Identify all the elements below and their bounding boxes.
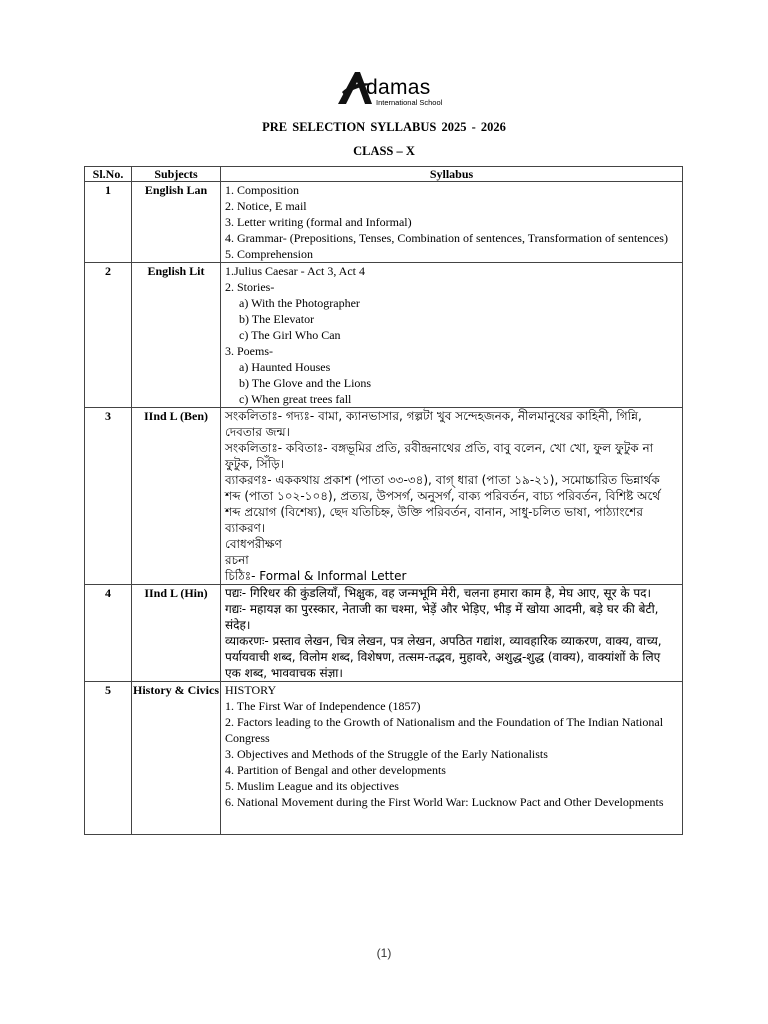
row-subject: English Lit xyxy=(132,263,221,408)
syllabus-line: 2. Factors leading to the Growth of Nationalism and the Foundation of The Indian National Congress xyxy=(225,715,664,745)
logo-wordmark: damas xyxy=(366,76,431,99)
page-title: PRE SELECTION SYLLABUS 2025 - 2026 xyxy=(262,120,506,134)
syllabus-line: 3. Letter writing (formal and Informal) xyxy=(225,215,412,229)
syllabus-line: b) The Glove and the Lions xyxy=(239,376,372,390)
row-serial: 5 xyxy=(85,682,132,835)
syllabus-line: 4. Grammar- (Prepositions, Tenses, Combination of sentences, Transformation of sentences) xyxy=(225,231,668,245)
column-header-subjects: Subjects xyxy=(132,167,221,182)
row-serial: 4 xyxy=(85,585,132,682)
syllabus-line: 3. Poems- xyxy=(225,344,273,358)
table-row xyxy=(85,182,683,263)
syllabus-line: c) When great trees fall xyxy=(239,392,352,406)
syllabus-line: 1. Composition xyxy=(225,183,300,197)
syllabus-line: চিঠিঃ- Formal & Informal Letter xyxy=(225,569,407,583)
syllabus-line: a) With the Photographer xyxy=(239,296,360,310)
row-subject: English Lan xyxy=(132,182,221,263)
syllabus-line: 6. National Movement during the First World War: Lucknow Pact and Other Developments xyxy=(225,795,664,809)
column-header-syllabus: Syllabus xyxy=(221,167,683,182)
row-syllabus xyxy=(221,682,683,835)
row-syllabus xyxy=(221,182,683,263)
page-number: (1) xyxy=(376,946,392,960)
syllabus-line: a) Haunted Houses xyxy=(239,360,331,374)
class-label: CLASS – X xyxy=(353,144,415,158)
syllabus-line: व्याकरणः- प्रस्ताव लेखन, चित्र लेखन, पत्र लेखन, अपठित गद्यांश, व्यावहारिक व्याकरण, वाक्य, वाच्य, पर्यायवाची शब्द, विलोम शब्द, विशेषण, तत्सम-तद्भव, मुहावरे, अशुद्ध-शुद्ध (वाक्य), वाक्यांशों के लिए एक शब्द, भाववाचक संज्ञा। xyxy=(225,634,662,680)
column-header-slno: Sl.No. xyxy=(85,167,132,182)
syllabus-line: সংকলিতাঃ- গদ্যঃ- বামা, ক্যানভাসার, গল্পটা খুব সন্দেহজনক, নীলমানুষের কাহিনী, গিন্নি, দেবতার জন্ম। xyxy=(225,409,642,439)
logo-subtitle: International School xyxy=(376,98,443,107)
row-syllabus xyxy=(221,408,683,585)
syllabus-line: गद्यः- महायज्ञ का पुरस्कार, नेताजी का चश्मा, भेड़ें और भेड़िए, भीड़ में खोया आदमी, बड़े घर की बेटी, संदेह। xyxy=(225,602,659,632)
row-syllabus xyxy=(221,263,683,408)
syllabus-line: 3. Objectives and Methods of the Struggle of the Early Nationalists xyxy=(225,747,548,761)
table-row xyxy=(85,682,683,835)
table-header-row xyxy=(85,167,683,182)
row-subject: IInd L (Ben) xyxy=(132,408,221,585)
syllabus-line: 4. Partition of Bengal and other developments xyxy=(225,763,446,777)
syllabus-line: HISTORY xyxy=(225,683,277,697)
syllabus-line: c) The Girl Who Can xyxy=(239,328,341,342)
row-serial: 3 xyxy=(85,408,132,585)
syllabus-table xyxy=(84,166,683,835)
row-syllabus xyxy=(221,585,683,682)
syllabus-line: 2. Notice, E mail xyxy=(225,199,307,213)
syllabus-line: ব্যাকরণঃ- এককথায় প্রকাশ (পাতা ৩৩-৩৪), বাগ্‌ ধারা (পাতা ১৯-২১), সমোচ্চারিত ভিন্নার্থক শব্দ (পাতা ১০২-১০৪), প্রত্যয়, উপসর্গ, অনুসর্গ, বাক্য পরিবর্তন, বাচ্য পরিবর্তন, বিশিষ্ট অর্থে শব্দ প্রয়োগ (বিশেষ্য), ছেদ যতিচিহ্ন, উক্তি পরিবর্তন, বানান, সাধু-চলিত ভাষা, পাঠ্যাংশের ব্যাকরণ। xyxy=(225,473,661,535)
row-serial: 1 xyxy=(85,182,132,263)
syllabus-line: पद्यः- गिरिधर की कुंडलियाँ, भिक्षुक, वह जन्मभूमि मेरी, चलना हमारा काम है, मेघ आए, सूर के पद। xyxy=(225,586,652,600)
syllabus-line: বোধপরীক্ষণ xyxy=(225,537,282,551)
school-logo xyxy=(336,70,446,110)
row-subject: IInd L (Hin) xyxy=(132,585,221,682)
syllabus-line: সংকলিতাঃ- কবিতাঃ- বঙ্গভূমির প্রতি, রবীন্দ্রনাথের প্রতি, বাবু বলেন, খো খো, ফুল ফুটুক না ফুটুক, সিঁড়ি। xyxy=(225,441,654,471)
table-row xyxy=(85,408,683,585)
syllabus-line: 1. The First War of Independence (1857) xyxy=(225,699,421,713)
syllabus-line: রচনা xyxy=(225,553,249,567)
syllabus-line: 5. Comprehension xyxy=(225,247,313,261)
syllabus-line: 5. Muslim League and its objectives xyxy=(225,779,399,793)
row-subject: History & Civics xyxy=(132,682,221,835)
table-row xyxy=(85,585,683,682)
syllabus-line: 1.Julius Caesar - Act 3, Act 4 xyxy=(225,264,365,278)
syllabus-line: b) The Elevator xyxy=(239,312,315,326)
row-serial: 2 xyxy=(85,263,132,408)
syllabus-line: 2. Stories- xyxy=(225,280,275,294)
table-row xyxy=(85,263,683,408)
